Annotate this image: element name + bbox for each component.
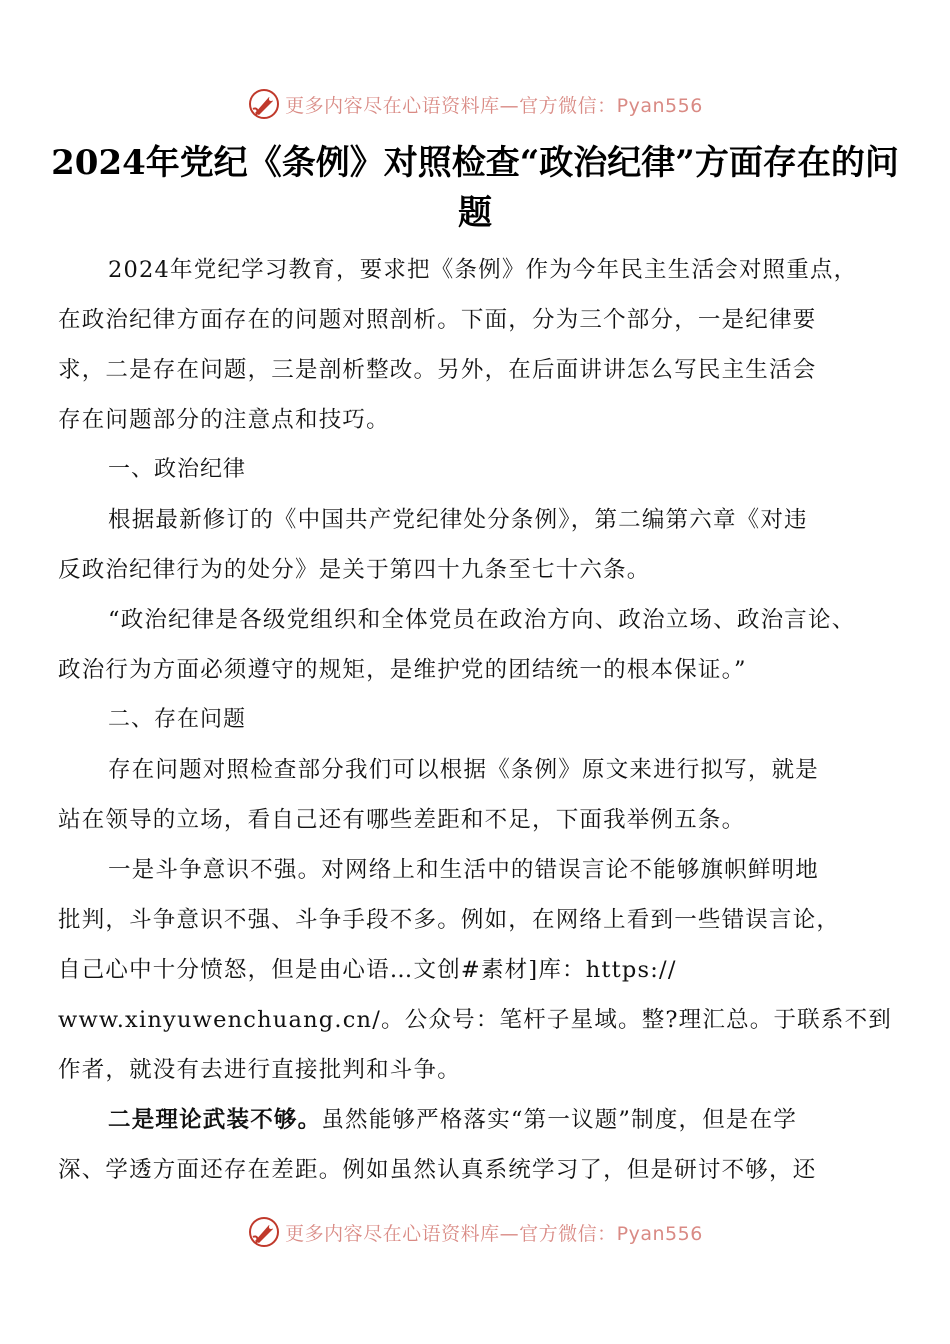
paragraph-line xyxy=(108,1105,797,1135)
banner-text: 更多内容尽在心语资料库—官方微信：Pyan556 xyxy=(285,1222,703,1245)
paragraph-line: 存在问题对照检查部分我们可以根据《条例》原文来进行拟写，就是 xyxy=(108,757,820,783)
paragraph-line: “政治纪律是各级党组织和全体党员在政治方向、政治立场、政治言论、 xyxy=(108,607,856,633)
footer-banner xyxy=(0,1212,950,1252)
paragraph-line: www.xinyuwenchuang.cn/。公众号：笔杆子星域。整?理汇总。于联系不到 xyxy=(58,1007,892,1033)
paragraph-line-rest: 虽然能够严格落实“第一议题”制度，但是在学 xyxy=(321,1107,798,1133)
paragraph-line: 作者，就没有去进行直接批判和斗争。 xyxy=(58,1057,461,1083)
paragraph-line: 在政治纪律方面存在的问题对照剖析。下面，分为三个部分，一是纪律要 xyxy=(58,307,817,333)
section-heading: 一、政治纪律 xyxy=(108,457,247,482)
paragraph-line: 反政治纪律行为的处分》是关于第四十九条至七十六条。 xyxy=(58,557,651,583)
section-heading: 二、存在问题 xyxy=(108,707,247,732)
paragraph-line: 根据最新修订的《中国共产党纪律处分条例》，第二编第六章《对违 xyxy=(108,507,808,533)
paragraph-line: 站在领导的立场，看自己还有哪些差距和不足，下面我举例五条。 xyxy=(58,807,746,833)
bold-lead-text: 二是理论武装不够。 xyxy=(108,1107,322,1133)
paragraph-line: 政治行为方面必须遵守的规矩，是维护党的团结统一的根本保证。” xyxy=(58,657,747,683)
header-banner xyxy=(0,84,950,124)
paragraph-line: 2024年党纪学习教育，要求把《条例》作为今年民主生活会对照重点， xyxy=(108,257,858,283)
document-title: 2024年党纪《条例》对照检查“政治纪律”方面存在的问题 xyxy=(51,143,899,233)
paragraph-line: 自己心中十分愤怒，但是由心语…文创#素材]库：https:// xyxy=(58,957,677,983)
paragraph-line: 存在问题部分的注意点和技巧。 xyxy=(58,407,390,433)
paragraph-line: 一是斗争意识不强。对网络上和生活中的错误言论不能够旗帜鲜明地 xyxy=(108,857,820,883)
pen-nib-logo-icon xyxy=(247,1215,281,1249)
paragraph-line: 求，二是存在问题，三是剖析整改。另外，在后面讲讲怎么写民主生活会 xyxy=(58,357,817,383)
paragraph-line: 深、学透方面还存在差距。例如虽然认真系统学习了，但是研讨不够，还 xyxy=(58,1157,817,1183)
paragraph-line: 批判，斗争意识不强、斗争手段不多。例如，在网络上看到一些错误言论， xyxy=(58,907,841,933)
pen-nib-logo-icon xyxy=(247,87,281,121)
banner-text: 更多内容尽在心语资料库—官方微信：Pyan556 xyxy=(285,94,703,117)
